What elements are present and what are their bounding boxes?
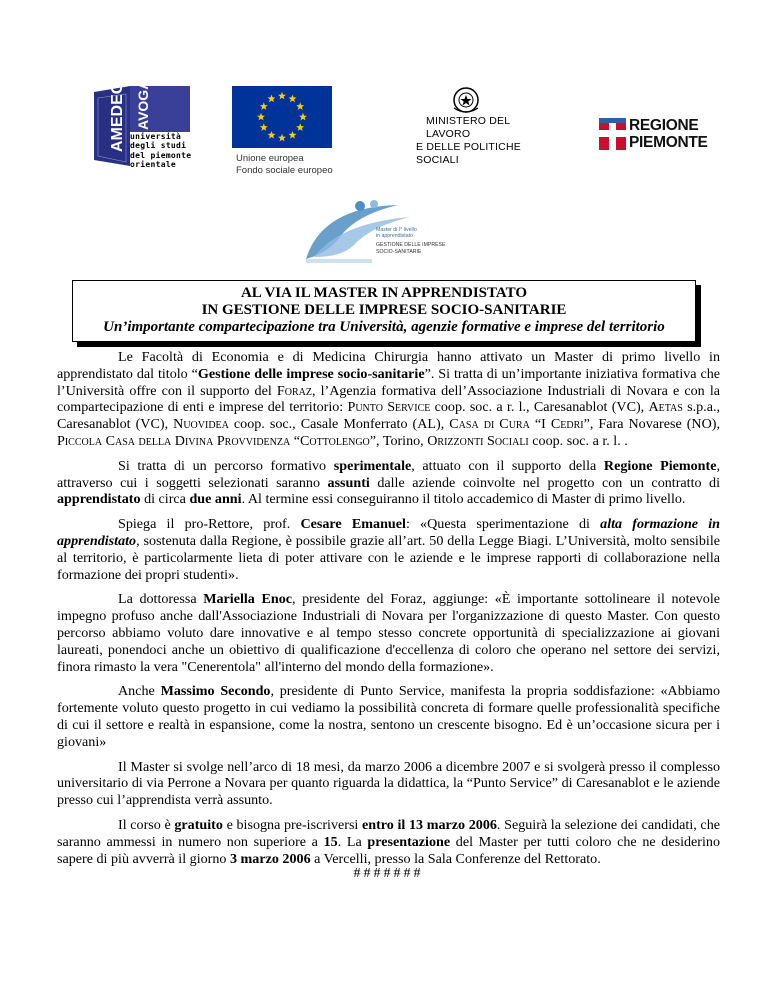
text: ”. Si tratta di un’importante iniziativa formativa che l’Università offre con il supporto del: [57, 365, 721, 399]
text: , attuato con il supporto della: [411, 457, 604, 474]
text: Spiega il pro-Rettore, prof.: [118, 516, 301, 533]
headline-line-2: IN GESTIONE DELLE IMPRESE SOCIO-SANITARIE: [201, 302, 567, 318]
eu-caption: [236, 153, 333, 177]
master-title-line: SOCIO-SANITARIE: [376, 248, 422, 255]
text: coop. soc., Casale Monferrato (AL),: [228, 416, 450, 433]
text: La dottoressa: [118, 591, 204, 608]
partner-cottolengo: Cottolengo: [300, 432, 370, 449]
eu-line: Unione europea: [236, 153, 304, 164]
text: Il corso è: [118, 816, 175, 833]
text: . La: [337, 833, 368, 850]
piemonte-shield-icon: [598, 117, 628, 151]
paragraph-schedule: [57, 759, 720, 809]
text: : «Questa sperimentazione di: [405, 516, 601, 533]
partner-casa-di-cura: Casa di Cura: [449, 416, 530, 433]
partner-aetas: Aetas: [648, 399, 683, 416]
text: . Seguirà la selezione dei candidati, che saranno ammessi in numero non superiore a: [57, 816, 720, 850]
master-caption: [376, 227, 445, 255]
text: e bisogna pre-iscriversi: [222, 816, 362, 833]
university-line: università: [130, 132, 182, 141]
emphasis: due anni: [189, 491, 242, 508]
ministry-caption: [416, 115, 544, 167]
partner-orizzonti-sociali: Orizzonti Sociali: [427, 432, 529, 449]
master-title-text: Gestione delle imprese socio-sanitarie: [197, 365, 425, 382]
paragraph-enoc: [57, 591, 720, 675]
regione-line: REGIONE: [629, 117, 699, 134]
university-line: del piemonte: [130, 150, 192, 160]
text: di circa: [140, 491, 190, 508]
text: , l’Agenzia formativa dell’Associazione Industriali di Novara e con la compartecipazione di enti e imprese del territorio:: [57, 382, 721, 416]
master-line: Master di I° livello: [376, 227, 417, 233]
master-line: in apprendistato: [376, 233, 413, 240]
university-name: [130, 132, 192, 169]
emphasis: Regione Piemonte: [603, 457, 717, 474]
emphasis: gratuito: [174, 816, 223, 833]
partner-nuovidea: Nuovidea: [173, 416, 229, 433]
emphasis: 3 marzo 2006: [229, 850, 311, 867]
svg-text:AMEDEO: AMEDEO: [109, 86, 126, 152]
text: , presidente di Punto Service, manifesta la propria soddisfazione: «Abbiamo fortemente voluto questo progetto in cui vediamo la possibilità concreta di formare quelle professionalità specifiche di cui il settore e realtà in espansione, come la nostra, sentono un crescente bisogno. Ed è un’occasione sicura per i giovani»: [57, 683, 720, 750]
text: ”, Fara Novarese (NO),: [583, 416, 721, 433]
person-name: Massimo Secondo: [160, 683, 271, 700]
text: “: [290, 432, 300, 449]
ministry-line: MINISTERO DEL LAVORO: [426, 115, 510, 140]
eu-line: Fondo sociale europeo: [236, 165, 333, 176]
emphasis: sperimentale: [333, 457, 412, 474]
text: s.p.a., Caresanablot (VC),: [57, 399, 720, 433]
text: Il Master si svolge nell’arco di 18 mesi, da marzo 2006 a dicembre 2007 e si svolgerà presso il complesso universitario di via Perrone a Novara per quanto riguarda la didattica, la “Punto Service” di Caresanablot e le aziende presso cui l’apprendista verrà assunto.: [57, 758, 720, 809]
paragraph-experimental: [57, 458, 720, 508]
text: , sostenuta dalla Regione, è possibile grazie all’art. 50 della Legge Biagi. L’Università, molto sensibile al territorio, è particolarmente lieta di poter attivare con le aziende e le imprese rapporti di collaborazione nella formazione dei propri studenti».: [57, 532, 720, 583]
partner-foraz: Foraz: [276, 382, 312, 399]
partner-i-cedri: I Cedri: [541, 416, 584, 433]
article-body: [57, 349, 720, 883]
university-line: orientale: [130, 159, 177, 169]
partner-piccola-casa: Piccola Casa della Divina Provvidenza: [57, 432, 291, 449]
person-name: Cesare Emanuel: [300, 516, 406, 533]
text: Si tratta di un percorso formativo: [118, 457, 334, 474]
headline-box: [72, 280, 696, 342]
paragraph-secondo: [57, 683, 720, 750]
text: a Vercelli, presso la Sala Conferenze del Rettorato.: [310, 850, 601, 867]
text: dalle aziende coinvolte nel progetto con un contratto di: [369, 474, 721, 491]
master-title-line: GESTIONE DELLE IMPRESE: [376, 242, 446, 249]
text: Anche: [118, 683, 161, 700]
emphasis: entro il 13 marzo 2006: [362, 816, 497, 833]
ministry-logo: [414, 86, 544, 166]
text: . Al termine essi conseguiranno il titolo accademico di Master di primo livello.: [241, 491, 686, 508]
university-line: degli studi: [130, 141, 187, 151]
text: , presidente del Foraz, aggiunge: «È importante sottolineare il notevole impegno profuso anche dall'Associazione Industriali di Novara per l'organizzazione di questo Master. Con questo percorso abbiamo voluto dare innovative e al tempo stesso concrete opportunità di specializzazione ai giovani laureati, ponendoci anche un obiettivo di qualificazione d'eccellenza di coloro che operano nel settore dei servizi, finora rimasto la vera "Cenerentola" all'interno del mondo della formazione».: [57, 591, 720, 675]
partner-punto-service: Punto Service: [347, 399, 431, 416]
university-logo: [94, 86, 190, 186]
regione-caption: [629, 117, 708, 151]
person-name: Mariella Enoc: [203, 591, 292, 608]
end-marker: #######: [353, 866, 424, 882]
paragraph-enrollment: [57, 817, 720, 867]
text: , attraverso cui i soggetti selezionati saranno: [57, 457, 720, 491]
italian-emblem-icon: [414, 86, 544, 116]
emphasis: apprendistato: [57, 491, 141, 508]
paragraph-intro: [57, 349, 720, 450]
ministry-line: E DELLE POLITICHE SOCIALI: [416, 141, 521, 166]
emphasis: presentazione: [367, 833, 451, 850]
paragraph-pro-rector: [57, 516, 720, 583]
svg-text:AVOGADRO: AVOGADRO: [135, 86, 151, 130]
text: del Master per tutti coloro che ne desiderino sapere di più avverrà il giorno: [57, 833, 720, 867]
emphasis: alta formazione in apprendistato: [57, 516, 720, 549]
headline-line-1: AL VIA IL MASTER IN APPRENDISTATO: [240, 285, 528, 301]
text: Le Facoltà di Economia e di Medicina Chirurgia hanno attivato un Master di primo livello in apprendistato dal titolo “: [57, 349, 720, 382]
regione-line: PIEMONTE: [629, 134, 708, 151]
eu-logo: [230, 86, 334, 182]
eu-flag-icon: [230, 86, 334, 152]
headline-subtitle: Un’importante compartecipazione tra Università, agenzie formative e imprese del territorio: [103, 319, 665, 335]
master-logo: [300, 197, 448, 265]
emphasis: assunti: [327, 474, 370, 491]
text: coop. soc. a r. l. .: [528, 432, 628, 449]
text: ”, Torino,: [369, 432, 428, 449]
text: coop. soc. a r. l., Caresanablot (VC),: [430, 399, 649, 416]
text: “: [529, 416, 542, 433]
regione-piemonte-logo: [598, 117, 716, 153]
emphasis: 15: [323, 833, 338, 850]
